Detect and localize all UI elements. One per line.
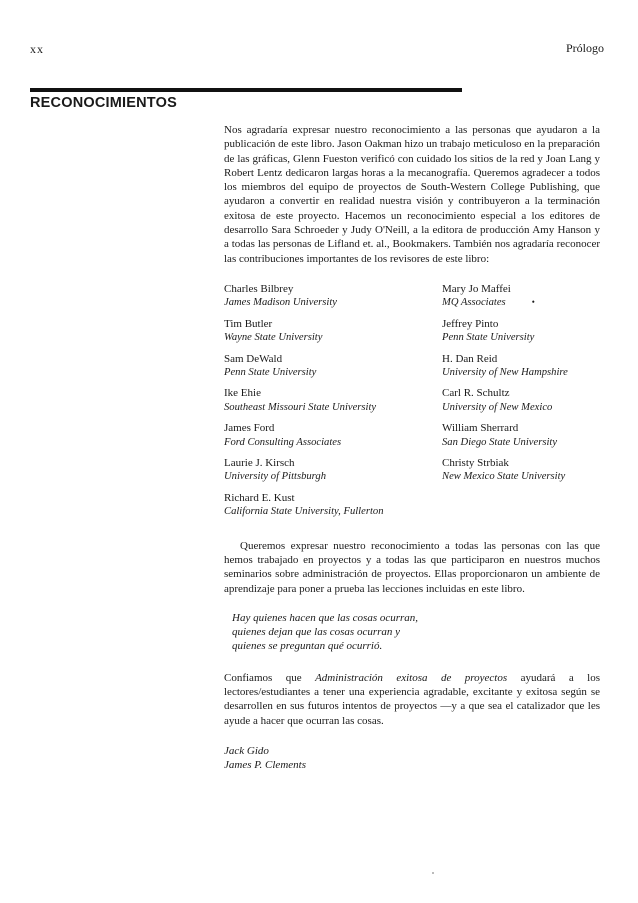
reviewer-entry	[224, 387, 442, 414]
reviewer-affiliation: New Mexico State University	[442, 471, 566, 483]
reviewer-affiliation: California State University, Fullerton	[224, 506, 384, 518]
reviewer-name: Tim Butler	[224, 317, 273, 330]
reviewer-affiliation: Penn State University	[224, 367, 317, 378]
quote-line: quienes dejan que las cosas ocurran y	[232, 626, 401, 639]
closing-text-after: ayudará a los lectores/estudiantes a tener una experiencia agradable, excitante y exitosa según se desarrollen en sus futuros intentos de proyectos —y a que sea el catalizador que les ayude a hacer que ocurran las cosas.	[224, 671, 601, 727]
stray-mark-dot: •	[531, 297, 535, 308]
reviewer-name: Jeffrey Pinto	[442, 317, 499, 330]
quote-line: quienes se preguntan qué ocurrió.	[232, 640, 383, 653]
author-signature: Jack Gido	[224, 744, 269, 757]
reviewer-entry	[442, 457, 600, 484]
reviewer-name: H. Dan Reid	[442, 352, 498, 365]
reviewer-entry	[224, 457, 442, 484]
reviewer-name: Mary Jo Maffei	[442, 282, 511, 295]
acknowledgements-body	[224, 123, 600, 773]
reviewer-name: William Sherrard	[442, 422, 519, 435]
reviewer-name: Richard E. Kust	[224, 491, 295, 504]
reviewer-affiliation: Southeast Missouri State University	[224, 401, 377, 413]
reviewer-affiliation: Penn State University	[442, 332, 535, 344]
reviewer-affiliation: San Diego State University	[442, 436, 558, 448]
reviewer-name: Laurie J. Kirsch	[224, 457, 295, 470]
paragraph-closing	[224, 671, 600, 728]
reviewer-entry	[442, 387, 600, 414]
quote-block	[232, 611, 600, 654]
paragraph-thanks: Queremos expresar nuestro reconocimiento a todas las personas con las que hemos trabajado en proyectos y a todas las que participaron en nuestros muchos seminarios sobre administración de proyectos. Ellas proporcionaron un ambiente de aprendizaje para poner a prueba las lecciones incluidas en este libro.	[224, 539, 600, 595]
reviewer-affiliation: University of New Mexico	[442, 401, 553, 413]
reviewer-name: Charles Bilbrey	[224, 282, 294, 295]
reviewer-entry	[224, 422, 442, 449]
reviewer-affiliation: James Madison University	[224, 297, 337, 309]
author-signature: James P. Clements	[224, 759, 306, 772]
scan-speck	[432, 872, 434, 874]
reviewer-entry	[224, 283, 442, 310]
reviewer-affiliation: Wayne State University	[224, 332, 323, 344]
reviewer-name: Ike Ehie	[224, 387, 261, 400]
reviewer-name: Christy Strbiak	[442, 457, 509, 470]
reviewer-affiliation: University of New Hampshire	[442, 367, 568, 378]
running-head: Prólogo	[565, 41, 604, 55]
reviewer-name: James Ford	[224, 422, 275, 435]
page-number: xx	[30, 42, 44, 56]
reviewer-affiliation: MQ Associates •	[442, 297, 535, 309]
reviewer-name: Carl R. Schultz	[442, 387, 510, 400]
reviewer-entry	[224, 318, 442, 345]
paragraph-intro: Nos agradaría expresar nuestro reconocimiento a las personas que ayudaron a la publicación de este libro. Jason Oakman hizo un trabajo meticuloso en la preparación de las gráficas, Glenn Fueston verificó con cuidado los sitios de la red y Joan Lang y Robert Lentz dedicaron largas horas a la mecanografía. Queremos agradecer a todos los miembros del equipo de proyectos de South-Western College Publishing, que ayudaron a convertir en realidad nuestra visión y contribuyeron a la terminación exitosa de este proyecto. Hacemos un reconocimiento especial a los editores de desarrollo Sara Schroeder y Judy O'Neill, a la editora de producción Amy Hanson y a todas las personas de Lifland et. al., Bookmakers. También nos agradaría reconocer las contribuciones importantes de los revisores de este libro:	[224, 124, 601, 265]
reviewer-entry	[224, 353, 442, 380]
reviewers-list	[224, 283, 600, 519]
reviewer-entry	[442, 353, 600, 380]
book-title: Administración exitosa de proyectos	[315, 671, 508, 684]
reviewer-entry	[442, 283, 600, 310]
reviewer-entry	[442, 318, 600, 345]
reviewer-affiliation: University of Pittsburgh	[224, 471, 327, 483]
reviewer-entry	[224, 492, 442, 519]
quote-line: Hay quienes hacen que las cosas ocurran,	[232, 611, 419, 624]
reviewer-affiliation: Ford Consulting Associates	[224, 436, 342, 448]
reviewer-name: Sam DeWald	[224, 352, 283, 365]
section-title: RECONOCIMIENTOS	[30, 95, 177, 111]
reviewer-entry	[442, 422, 600, 449]
closing-text-before: Confiamos que	[224, 671, 316, 684]
signatures	[224, 744, 600, 773]
section-rule	[30, 88, 462, 92]
